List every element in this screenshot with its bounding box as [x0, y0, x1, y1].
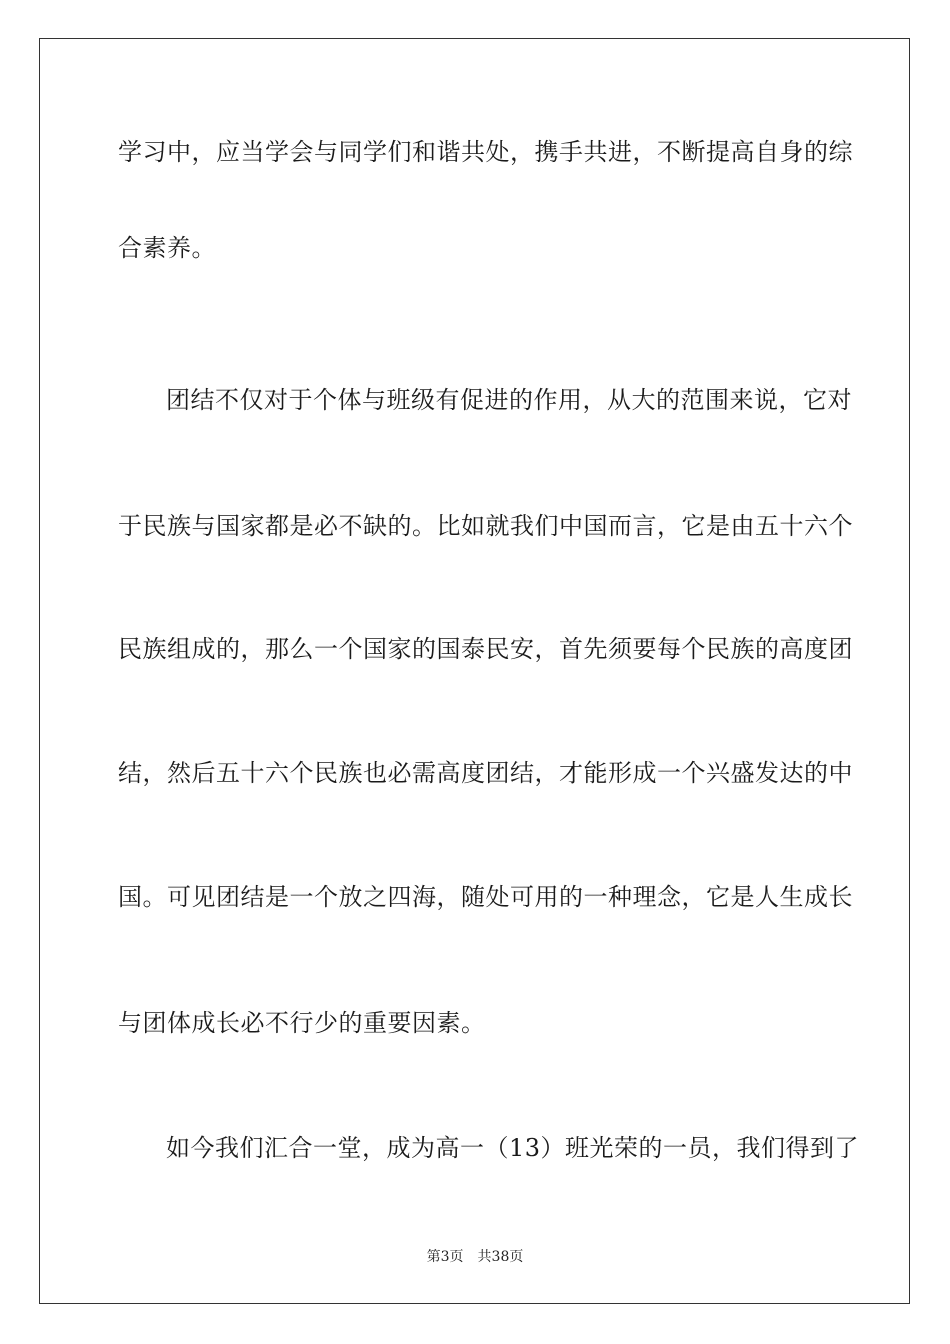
page-border — [39, 38, 910, 1304]
page-total: 共38页 — [477, 1249, 524, 1265]
text-line: 与团体成长必不行少的重要因素。 — [118, 1009, 486, 1037]
text-line: 合素养。 — [118, 234, 216, 262]
text-line: 民族组成的，那么一个国家的国泰民安，首先须要每个民族的高度团 — [118, 635, 853, 663]
paragraph-start-line: 如今我们汇合一堂，成为高一（13）班光荣的一员，我们得到了 — [166, 1134, 860, 1162]
text-line: 于民族与国家都是必不缺的。比如就我们中国而言，它是由五十六个 — [118, 512, 853, 540]
text-line: 国。可见团结是一个放之四海，随处可用的一种理念，它是人生成长 — [118, 883, 853, 911]
page-number: 第3页 — [426, 1249, 464, 1265]
text-line: 结，然后五十六个民族也必需高度团结，才能形成一个兴盛发达的中 — [118, 759, 853, 787]
page-footer — [0, 1248, 950, 1266]
text-line: 学习中，应当学会与同学们和谐共处，携手共进，不断提高自身的综 — [118, 138, 853, 166]
paragraph-start-line: 团结不仅对于个体与班级有促进的作用，从大的范围来说，它对 — [166, 386, 852, 414]
